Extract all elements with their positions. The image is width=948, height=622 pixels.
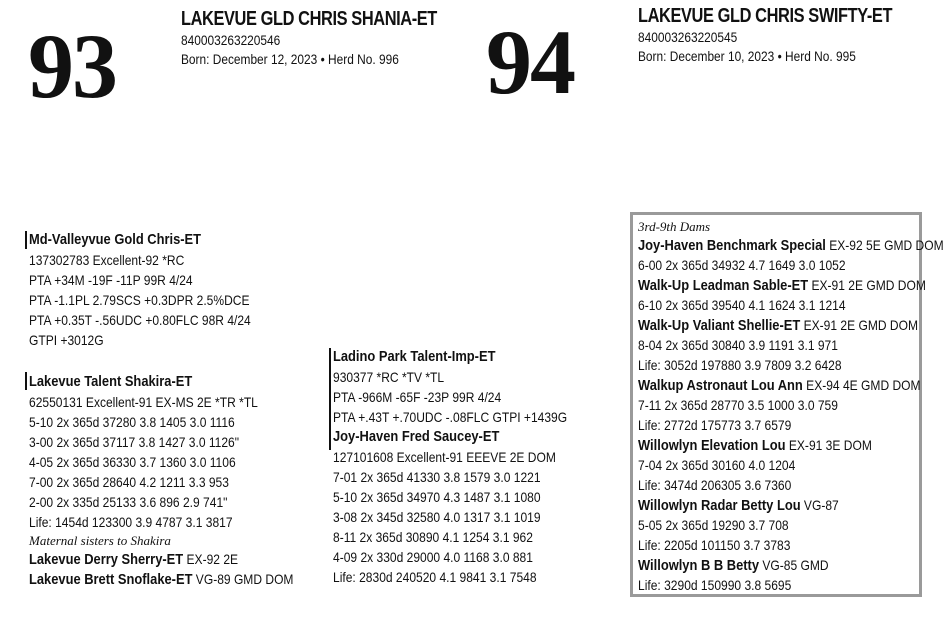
lot-number-94: 94: [486, 11, 574, 113]
maternal-granddam-line: Life: 2830d 240520 4.1 9841 3.1 7548: [333, 569, 537, 585]
sire-section: [29, 230, 287, 350]
maternal-grandsire-line: 930377 *RC *TV *TL: [333, 369, 445, 385]
maternal-grandsire-line: PTA -966M -65F -23P 99R 4/24: [333, 389, 502, 405]
ancestor-dam: [638, 375, 944, 395]
maternal-sister: [29, 549, 293, 569]
sire-line: 137302783 Excellent-92 *RC: [29, 252, 185, 268]
ancestor-dam-classification: EX-91 3E DOM: [785, 437, 872, 453]
sire-line: PTA +0.35T -.56UDC +0.80FLC 98R 4/24: [29, 312, 251, 328]
maternal-granddam-line: 5-10 2x 365d 34970 4.3 1487 3.1 1080: [333, 489, 541, 505]
lot-93-info: [181, 8, 493, 69]
ancestor-dam-record: 6-00 2x 365d 34932 4.7 1649 3.0 1052: [638, 257, 846, 273]
ancestor-dam-name: Walkup Astronaut Lou Ann: [638, 377, 803, 394]
maternal-grandsire-line: PTA +.43T +.70UDC -.08FLC GTPI +1439G: [333, 409, 568, 425]
maternal-granddam-line: 7-01 2x 365d 41330 3.8 1579 3.0 1221: [333, 469, 541, 485]
ancestor-dam-record: 7-11 2x 365d 28770 3.5 1000 3.0 759: [638, 397, 838, 413]
lot-94-info: [638, 5, 948, 66]
ancestor-dam-name: Willowlyn Elevation Lou: [638, 437, 786, 454]
ancestor-dam: [638, 235, 944, 255]
ancestor-dam: [638, 435, 944, 455]
maternal-granddam-line: 8-11 2x 365d 30890 4.1 1254 3.1 962: [333, 529, 533, 545]
ancestor-dam-record: Life: 3474d 206305 3.6 7360: [638, 477, 792, 493]
dam-section: [29, 372, 337, 589]
maternal-granddam-line: 127101608 Excellent-91 EEEVE 2E DOM: [333, 449, 556, 465]
dam-line: 7-00 2x 365d 28640 4.2 1211 3.3 953: [29, 474, 229, 490]
ancestor-dam: [638, 495, 944, 515]
lot-93-birth-herd: Born: December 12, 2023 • Herd No. 996: [181, 51, 399, 67]
ancestor-dam-record: 8-04 2x 365d 30840 3.9 1191 3.1 971: [638, 337, 838, 353]
pedigree-bracket-sire: [25, 231, 27, 249]
ancestor-dam: [638, 555, 944, 575]
ancestor-dam-name: Willowlyn B B Betty: [638, 557, 760, 574]
sire-name: Md-Valleyvue Gold Chris-ET: [29, 231, 202, 248]
maternal-sister: [29, 569, 293, 589]
maternal-granddam-line: 3-08 2x 345d 32580 4.0 1317 3.1 1019: [333, 509, 541, 525]
ancestor-dam-record: Life: 2772d 175773 3.7 6579: [638, 417, 792, 433]
dam-line: Life: 1454d 123300 3.9 4787 3.1 3817: [29, 514, 233, 530]
ancestor-dam-name: Willowlyn Radar Betty Lou: [638, 497, 801, 514]
ancestor-dam-record: Life: 2205d 101150 3.7 3783: [638, 537, 791, 553]
ancestor-dam-classification: VG-85 GMD: [759, 557, 829, 573]
maternal-sister-classification: EX-92 2E: [183, 551, 239, 567]
ancestor-dam-name: Joy-Haven Benchmark Special: [638, 237, 826, 254]
maternal-granddam-line: 4-09 2x 330d 29000 4.0 1168 3.0 881: [333, 549, 533, 565]
ancestor-dam-name: Walk-Up Leadman Sable-ET: [638, 277, 809, 294]
sire-line: PTA -1.1PL 2.79SCS +0.3DPR 2.5%DCE: [29, 292, 250, 308]
maternal-grandsire-section: [333, 347, 605, 587]
pedigree-bracket-dam: [25, 372, 27, 390]
lot-94-birth-herd: Born: December 10, 2023 • Herd No. 995: [638, 48, 856, 64]
ancestor-dam: [638, 275, 944, 295]
dam-name: Lakevue Talent Shakira-ET: [29, 373, 193, 390]
ancestor-dam-record: Life: 3052d 197880 3.9 7809 3.2 6428: [638, 357, 842, 373]
ancestor-dam-classification: EX-91 2E GMD DOM: [800, 317, 918, 333]
ancestor-dam-record: 5-05 2x 365d 19290 3.7 708: [638, 517, 789, 533]
lot-94-registration: 840003263220545: [638, 29, 738, 45]
ancestor-dam-name: Walk-Up Valiant Shellie-ET: [638, 317, 801, 334]
dam-line: 4-05 2x 365d 36330 3.7 1360 3.0 1106: [29, 454, 236, 470]
dams-box-heading: 3rd-9th Dams: [638, 219, 711, 234]
lot-93-registration: 840003263220546: [181, 32, 281, 48]
ancestor-dam-classification: VG-87: [800, 497, 839, 513]
dams-box-content: [638, 218, 948, 595]
dam-line: 5-10 2x 365d 37280 3.8 1405 3.0 1116: [29, 414, 235, 430]
ancestor-dam-record: 6-10 2x 365d 39540 4.1 1624 3.1 1214: [638, 297, 846, 313]
lot-94-name: LAKEVUE GLD CHRIS SWIFTY-ET: [638, 5, 893, 27]
ancestor-dam-classification: EX-92 5E GMD DOM: [825, 237, 944, 253]
dam-line: 3-00 2x 365d 37117 3.8 1427 3.0 1126": [29, 434, 240, 450]
ancestor-dam-record: 7-04 2x 365d 30160 4.0 1204: [638, 457, 796, 473]
sire-line: GTPI +3012G: [29, 332, 104, 348]
maternal-granddam-name: Joy-Haven Fred Saucey-ET: [333, 428, 500, 445]
sire-line: PTA +34M -19F -11P 99R 4/24: [29, 272, 193, 288]
ancestor-dam-classification: EX-94 4E GMD DOM: [802, 377, 921, 393]
dam-line: 2-00 2x 335d 25133 3.6 896 2.9 741": [29, 494, 228, 510]
lot-number-93: 93: [28, 15, 116, 117]
ancestor-dam-classification: EX-91 2E GMD DOM: [808, 277, 926, 293]
maternal-grandsire-name: Ladino Park Talent-Imp-ET: [333, 348, 496, 365]
maternal-sister-classification: VG-89 GMD DOM: [192, 571, 294, 587]
dam-line: 62550131 Excellent-91 EX-MS 2E *TR *TL: [29, 394, 258, 410]
maternal-sister-name: Lakevue Brett Snoflake-ET: [29, 571, 193, 588]
maternal-sisters-heading: Maternal sisters to Shakira: [29, 533, 171, 548]
ancestor-dam-record: Life: 3290d 150990 3.8 5695: [638, 577, 792, 593]
lot-93-name: LAKEVUE GLD CHRIS SHANIA-ET: [181, 8, 437, 30]
ancestor-dam: [638, 315, 944, 335]
maternal-sister-name: Lakevue Derry Sherry-ET: [29, 551, 184, 568]
